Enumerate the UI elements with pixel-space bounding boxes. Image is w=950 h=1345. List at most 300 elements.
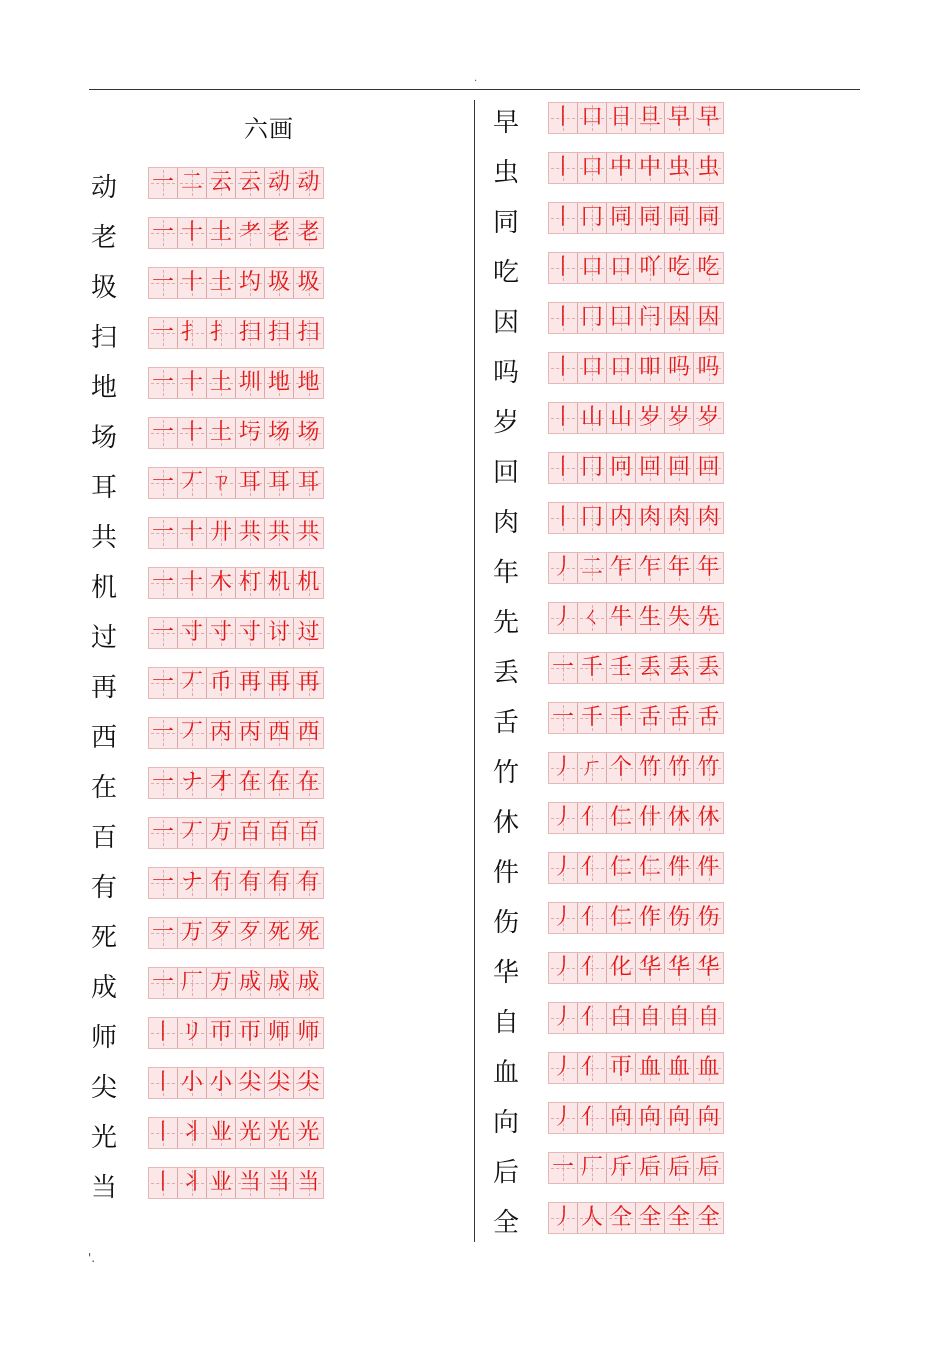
stroke-step-glyph: 壬 (609, 655, 632, 680)
stroke-step-box (607, 1103, 636, 1133)
stroke-step-box (607, 153, 636, 183)
stroke-step-box (578, 103, 607, 133)
stroke-step-glyph: 土 (209, 220, 232, 245)
character-entry (490, 702, 734, 744)
stroke-step-box (236, 818, 265, 848)
stroke-step-glyph: 西 (267, 720, 290, 745)
stroke-step-box (178, 168, 207, 198)
stroke-order-strip (148, 1067, 324, 1099)
stroke-step-glyph: 朾 (238, 570, 261, 595)
stroke-step-glyph: 丆 (180, 720, 203, 745)
character-entry (490, 1202, 734, 1244)
stroke-step-glyph: 丨 (551, 405, 574, 430)
stroke-step-glyph: 虫 (667, 155, 690, 180)
stroke-step-glyph: 一 (151, 670, 174, 695)
stroke-step-box (694, 853, 723, 883)
stroke-step-glyph: 口 (580, 255, 603, 280)
stroke-step-box (149, 1068, 178, 1098)
character-entry (88, 217, 334, 259)
character-entry (490, 352, 734, 394)
stroke-step-glyph: 什 (638, 805, 661, 830)
stroke-step-box (294, 768, 323, 798)
stroke-step-box (265, 718, 294, 748)
stroke-step-glyph: 先 (697, 605, 720, 630)
stroke-step-box (265, 1118, 294, 1148)
stroke-step-box (607, 1053, 636, 1083)
stroke-order-strip (148, 717, 324, 749)
character-entry (88, 767, 334, 809)
stroke-step-glyph: 岁 (667, 405, 690, 430)
stroke-step-box (607, 203, 636, 233)
stroke-step-glyph: 亻 (580, 855, 603, 880)
stroke-step-glyph: 云 (209, 170, 232, 195)
stroke-order-strip (548, 752, 724, 784)
stroke-step-box (665, 253, 694, 283)
character-entry (88, 717, 334, 759)
stroke-step-glyph: 华 (697, 955, 720, 980)
stroke-step-box (636, 1153, 665, 1183)
stroke-step-box (207, 868, 236, 898)
stroke-step-glyph: 扌 (180, 320, 203, 345)
stroke-step-box (149, 518, 178, 548)
stroke-step-glyph: 十 (180, 420, 203, 445)
stroke-step-glyph: 一 (151, 770, 174, 795)
stroke-step-box (236, 968, 265, 998)
stroke-step-glyph: 丨 (551, 355, 574, 380)
stroke-step-box (149, 468, 178, 498)
stroke-step-box (549, 1053, 578, 1083)
stroke-step-glyph: 肉 (667, 505, 690, 530)
stroke-step-glyph: 动 (297, 170, 320, 195)
stroke-step-box (149, 268, 178, 298)
stroke-step-box (665, 453, 694, 483)
stroke-step-box (665, 703, 694, 733)
stroke-step-box (265, 618, 294, 648)
stroke-step-box (694, 903, 723, 933)
stroke-step-box (607, 403, 636, 433)
character-glyph: 圾 (90, 273, 117, 303)
stroke-order-strip (148, 867, 324, 899)
stroke-step-box (636, 353, 665, 383)
character-glyph: 舌 (492, 708, 519, 738)
stroke-step-glyph: 万 (180, 920, 203, 945)
stroke-step-box (236, 918, 265, 948)
stroke-order-strip (148, 1167, 324, 1199)
stroke-step-glyph: 丿 (551, 905, 574, 930)
character-entry (88, 1117, 334, 1159)
stroke-step-box (665, 1203, 694, 1233)
stroke-step-box (236, 718, 265, 748)
stroke-step-box (236, 318, 265, 348)
stroke-step-glyph: 百 (297, 820, 320, 845)
stroke-step-glyph: 向 (609, 1105, 632, 1130)
stroke-order-strip (148, 1117, 324, 1149)
stroke-step-box (207, 918, 236, 948)
stroke-step-box (149, 168, 178, 198)
stroke-step-box (607, 853, 636, 883)
stroke-step-glyph: 年 (667, 555, 690, 580)
stroke-step-glyph: 吗 (697, 355, 720, 380)
stroke-step-box (549, 153, 578, 183)
character-glyph: 吗 (492, 358, 519, 388)
stroke-step-glyph: 扫 (238, 320, 261, 345)
stroke-step-glyph: 竹 (667, 755, 690, 780)
stroke-step-glyph: 扫 (297, 320, 320, 345)
stroke-step-box (294, 618, 323, 648)
stroke-step-box (665, 1103, 694, 1133)
stroke-order-strip (548, 102, 724, 134)
stroke-step-box (607, 1203, 636, 1233)
stroke-step-glyph: 一 (151, 970, 174, 995)
stroke-step-glyph: 圾 (267, 270, 290, 295)
stroke-step-box (149, 918, 178, 948)
stroke-step-box (694, 953, 723, 983)
stroke-step-glyph: 一 (151, 420, 174, 445)
stroke-step-box (607, 803, 636, 833)
stroke-step-box (578, 953, 607, 983)
character-entry (490, 652, 734, 694)
stroke-step-glyph: 因 (697, 305, 720, 330)
stroke-step-box (265, 968, 294, 998)
stroke-step-glyph: 共 (267, 520, 290, 545)
stroke-step-box (549, 953, 578, 983)
stroke-step-box (694, 453, 723, 483)
stroke-step-glyph: 丿 (551, 555, 574, 580)
stroke-step-glyph: 一 (151, 370, 174, 395)
stroke-step-box (265, 768, 294, 798)
stroke-step-box (149, 818, 178, 848)
stroke-step-glyph: 山 (609, 405, 632, 430)
character-entry (88, 617, 334, 659)
character-entry (490, 402, 734, 444)
stroke-step-box (578, 703, 607, 733)
stroke-step-box (636, 803, 665, 833)
stroke-step-box (207, 168, 236, 198)
stroke-step-box (294, 268, 323, 298)
character-glyph: 老 (90, 223, 117, 253)
stroke-step-glyph: 早 (667, 105, 690, 130)
character-glyph: 有 (90, 873, 117, 903)
character-entry (490, 1052, 734, 1094)
stroke-step-glyph: 死 (297, 920, 320, 945)
stroke-step-box (549, 303, 578, 333)
stroke-step-box (265, 368, 294, 398)
stroke-step-box (578, 453, 607, 483)
stroke-step-box (607, 653, 636, 683)
stroke-step-box (694, 203, 723, 233)
stroke-step-box (178, 368, 207, 398)
stroke-step-glyph: 肉 (638, 505, 661, 530)
character-entry (490, 152, 734, 194)
stroke-step-glyph: 岁 (638, 405, 661, 430)
stroke-step-box (665, 603, 694, 633)
stroke-step-box (236, 868, 265, 898)
character-entry (88, 967, 334, 1009)
stroke-step-glyph: ㄗ (209, 470, 232, 495)
stroke-step-glyph: 再 (297, 670, 320, 695)
stroke-step-box (549, 853, 578, 883)
stroke-step-glyph: 亻 (580, 1055, 603, 1080)
character-glyph: 虫 (492, 158, 519, 188)
stroke-step-glyph: 在 (297, 770, 320, 795)
stroke-step-box (549, 653, 578, 683)
stroke-step-box (294, 368, 323, 398)
stroke-step-glyph: 一 (151, 170, 174, 195)
stroke-step-glyph: 扫 (267, 320, 290, 345)
stroke-step-box (236, 268, 265, 298)
stroke-step-glyph: 厂 (580, 1155, 603, 1180)
stroke-step-box (607, 453, 636, 483)
character-entry (88, 1017, 334, 1059)
stroke-order-strip (548, 452, 724, 484)
stroke-step-box (294, 818, 323, 848)
stroke-step-glyph: 千 (580, 705, 603, 730)
stroke-step-glyph: 丿 (551, 805, 574, 830)
stroke-step-box (178, 1068, 207, 1098)
stroke-step-glyph: 中 (609, 155, 632, 180)
stroke-step-box (607, 353, 636, 383)
character-entry (490, 202, 734, 244)
character-glyph: 伤 (492, 908, 519, 938)
stroke-step-glyph: 丆 (180, 470, 203, 495)
stroke-step-box (665, 353, 694, 383)
stroke-step-glyph: 十 (180, 370, 203, 395)
stroke-step-box (636, 953, 665, 983)
character-glyph: 动 (90, 173, 117, 203)
stroke-step-box (607, 703, 636, 733)
stroke-step-glyph: 丬 (180, 1120, 203, 1145)
character-glyph: 早 (492, 108, 519, 138)
character-entry (490, 302, 734, 344)
stroke-step-box (294, 1168, 323, 1198)
stroke-step-box (636, 1203, 665, 1233)
stroke-step-box (149, 1118, 178, 1148)
stroke-step-box (694, 1003, 723, 1033)
stroke-step-box (265, 268, 294, 298)
stroke-order-strip (148, 517, 324, 549)
stroke-step-box (665, 1053, 694, 1083)
stroke-step-glyph: 光 (297, 1120, 320, 1145)
stroke-step-glyph: 年 (697, 555, 720, 580)
stroke-step-glyph: 同 (609, 205, 632, 230)
stroke-step-glyph: 冂 (580, 505, 603, 530)
stroke-step-glyph: 山 (580, 405, 603, 430)
stroke-step-box (549, 403, 578, 433)
character-glyph: 竹 (492, 758, 519, 788)
stroke-step-glyph: 同 (638, 205, 661, 230)
character-entry (88, 817, 334, 859)
stroke-step-glyph: 千 (609, 705, 632, 730)
stroke-step-glyph: 丨 (151, 1070, 174, 1095)
stroke-step-glyph: 丿 (551, 1105, 574, 1130)
stroke-step-box (549, 603, 578, 633)
stroke-step-box (149, 318, 178, 348)
section-title: 六画 (244, 115, 294, 143)
stroke-step-box (207, 618, 236, 648)
stroke-step-box (578, 803, 607, 833)
stroke-step-box (207, 818, 236, 848)
stroke-step-glyph: 尖 (267, 1070, 290, 1095)
character-glyph: 同 (492, 208, 519, 238)
stroke-step-glyph: 仁 (609, 855, 632, 880)
stroke-step-box (665, 803, 694, 833)
character-entry (88, 467, 334, 509)
stroke-order-strip (148, 367, 324, 399)
stroke-step-box (549, 203, 578, 233)
stroke-step-box (694, 753, 723, 783)
stroke-step-glyph: 亻 (580, 805, 603, 830)
character-entry (88, 267, 334, 309)
stroke-step-box (665, 1153, 694, 1183)
stroke-step-glyph: 乍 (638, 555, 661, 580)
stroke-step-glyph: 个 (609, 755, 632, 780)
stroke-step-box (665, 553, 694, 583)
stroke-step-glyph: 乍 (609, 555, 632, 580)
stroke-step-glyph: 早 (697, 105, 720, 130)
stroke-step-glyph: 老 (297, 220, 320, 245)
character-glyph: 师 (90, 1023, 117, 1053)
stroke-step-glyph: 光 (238, 1120, 261, 1145)
character-glyph: 丢 (492, 658, 519, 688)
stroke-step-box (636, 253, 665, 283)
stroke-step-glyph: 成 (238, 970, 261, 995)
stroke-step-glyph: 丨 (551, 105, 574, 130)
stroke-step-glyph: 化 (609, 955, 632, 980)
stroke-step-box (578, 553, 607, 583)
stroke-step-box (178, 1118, 207, 1148)
column-divider (474, 100, 475, 1242)
stroke-step-glyph: 肉 (697, 505, 720, 530)
stroke-step-glyph: 冇 (209, 870, 232, 895)
stroke-step-box (607, 253, 636, 283)
stroke-step-box (694, 503, 723, 533)
stroke-step-glyph: 二 (580, 555, 603, 580)
stroke-step-box (149, 668, 178, 698)
stroke-step-box (265, 418, 294, 448)
stroke-step-box (607, 1153, 636, 1183)
stroke-step-box (236, 668, 265, 698)
character-entry (88, 567, 334, 609)
stroke-step-box (236, 1018, 265, 1048)
stroke-step-glyph: 一 (551, 705, 574, 730)
stroke-step-box (694, 553, 723, 583)
character-glyph: 场 (90, 423, 117, 453)
stroke-order-strip (548, 1052, 724, 1084)
stroke-step-glyph: 亻 (580, 905, 603, 930)
stroke-step-box (149, 568, 178, 598)
stroke-step-box (636, 503, 665, 533)
character-entry (490, 902, 734, 944)
stroke-step-glyph: 百 (238, 820, 261, 845)
stroke-step-box (178, 418, 207, 448)
character-entry (88, 417, 334, 459)
character-entry (490, 452, 734, 494)
stroke-step-glyph: 回 (638, 455, 661, 480)
stroke-step-glyph: 舌 (697, 705, 720, 730)
stroke-step-glyph: 过 (297, 620, 320, 645)
character-glyph: 岁 (492, 408, 519, 438)
stroke-step-glyph: 自 (638, 1005, 661, 1030)
stroke-step-box (236, 618, 265, 648)
stroke-step-glyph: 伤 (667, 905, 690, 930)
stroke-step-glyph: 吃 (667, 255, 690, 280)
stroke-step-box (207, 1068, 236, 1098)
stroke-order-strip (548, 1152, 724, 1184)
stroke-step-glyph: 休 (667, 805, 690, 830)
stroke-step-box (665, 953, 694, 983)
stroke-step-glyph: 业 (209, 1170, 232, 1195)
stroke-step-box (665, 103, 694, 133)
stroke-step-box (178, 818, 207, 848)
stroke-step-box (636, 1103, 665, 1133)
stroke-step-box (265, 168, 294, 198)
stroke-step-glyph: 有 (238, 870, 261, 895)
stroke-step-glyph: 后 (667, 1155, 690, 1180)
stroke-step-glyph: 一 (151, 620, 174, 645)
stroke-step-glyph: 日 (609, 105, 632, 130)
stroke-step-glyph: 云 (238, 170, 261, 195)
character-entry (88, 867, 334, 909)
stroke-step-box (236, 1068, 265, 1098)
stroke-step-box (578, 353, 607, 383)
stroke-step-box (665, 503, 694, 533)
stroke-step-glyph: 在 (238, 770, 261, 795)
stroke-step-glyph: 口 (609, 355, 632, 380)
stroke-step-box (665, 153, 694, 183)
stroke-step-box (294, 918, 323, 948)
stroke-step-glyph: 华 (638, 955, 661, 980)
stroke-step-box (607, 1003, 636, 1033)
stroke-order-strip (548, 902, 724, 934)
stroke-order-strip (548, 1202, 724, 1234)
stroke-step-glyph: 人 (580, 1205, 603, 1230)
stroke-step-box (636, 1003, 665, 1033)
stroke-step-box (694, 1153, 723, 1183)
stroke-order-strip (148, 817, 324, 849)
stroke-step-glyph: 动 (267, 170, 290, 195)
stroke-step-box (549, 703, 578, 733)
stroke-step-box (607, 603, 636, 633)
stroke-step-glyph: 歹 (238, 920, 261, 945)
character-glyph: 全 (492, 1208, 519, 1238)
stroke-order-strip (548, 502, 724, 534)
footer-mark: '. (88, 1251, 96, 1265)
stroke-order-strip (548, 652, 724, 684)
stroke-step-box (636, 403, 665, 433)
stroke-step-glyph: 全 (697, 1205, 720, 1230)
stroke-step-box (636, 103, 665, 133)
stroke-step-glyph: 木 (209, 570, 232, 595)
character-glyph: 后 (492, 1158, 519, 1188)
stroke-step-glyph: 吗 (667, 355, 690, 380)
stroke-step-box (265, 818, 294, 848)
stroke-step-glyph: 舌 (638, 705, 661, 730)
character-glyph: 死 (90, 923, 117, 953)
stroke-step-glyph: 讨 (267, 620, 290, 645)
stroke-step-box (636, 153, 665, 183)
stroke-step-box (549, 1103, 578, 1133)
stroke-step-box (178, 768, 207, 798)
stroke-step-glyph: 丨 (551, 255, 574, 280)
stroke-step-glyph: 一 (151, 270, 174, 295)
stroke-step-glyph: 再 (238, 670, 261, 695)
stroke-order-strip (548, 552, 724, 584)
stroke-step-glyph: 地 (297, 370, 320, 395)
stroke-step-glyph: 场 (297, 420, 320, 445)
stroke-step-box (236, 1118, 265, 1148)
stroke-step-glyph: 廾 (209, 520, 232, 545)
stroke-step-glyph: 场 (267, 420, 290, 445)
